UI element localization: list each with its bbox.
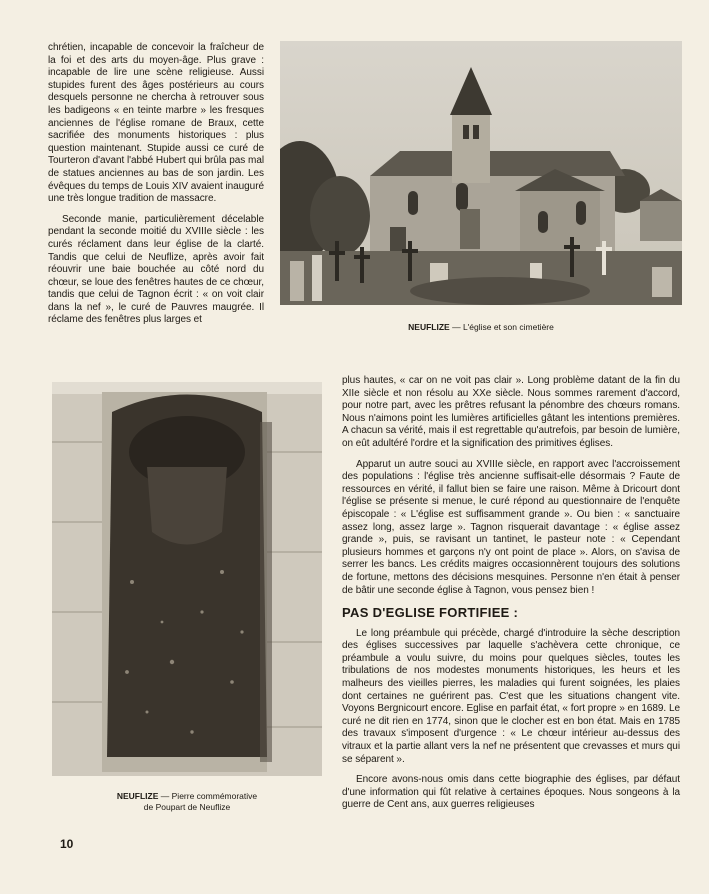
caption-place: NEUFLIZE (408, 322, 450, 332)
paragraph: Le long préambule qui précède, chargé d'introduire la sèche description des églises successives par laquelle s'achèvera cette chronique, ce préambule a voulu suivre, du moins pour quelques siècles, toutes les tribulations de nos modestes monuments historiques, les heurs et les malheurs des vieilles pierres, les maladies qui furent soignées, les plaies dont certaines ne guérirent pas. C'est que les situations changent vite. Voyons Bergnicourt encore. Eglise en parfait état, « fort propre » en 1689. Le curé ne dit rien en 1774, sinon que le clocher est en bon état. Mais en 1785 des travaux s'imposent d'urgence : « Le chœur intérieur au-dessus des vitraux et la partie allant vers la nef ne présentent que crevasses et murs qui se séparent ». (342, 627, 680, 765)
paragraph: Apparut un autre souci au XVIIIe siècle, en rapport avec l'accroissement des populations : l'église très ancienne suffisait-elle désormais ? Faute de ressources en vérité, il fallut bien se faire une raison. Même à Dricourt dont l'église se présente si menue, le curé répond au questionnaire de l'enquête épiscopale : « L'église est suffisamment grande ». Ou bien : « sanctuaire assez long, assez large ». Tagnon risquerait davantage : « église assez grande », puis, se ravisant un tantinet, le pasteur note : « Cependant plusieurs hommes et garçons n'y ont point de place ». Alors, on s'avisa de serrer les bancs. Les crédits maigres occasionnèrent toujours des solutions de fortune, mettons des décisions mesquines. Personne n'en était à penser de bâtir une seconde église à Tagnon, vous pensez bien ! (342, 458, 680, 596)
caption-text-line2: de Poupart de Neuflize (143, 802, 231, 812)
stone-photo-caption (52, 791, 322, 813)
text-column-top-left (48, 42, 264, 327)
church-illustration (280, 41, 682, 305)
caption-text: — L'église et son cimetière (452, 322, 554, 332)
paragraph: Encore avons-nous omis dans cette biographie des églises, par défaut d'une information qui fût relative à certaines époques. Nous songeons à la guerre de Cent ans, aux guerres religieuses (342, 774, 680, 811)
text-column-right (342, 375, 680, 812)
caption-place: NEUFLIZE (116, 791, 159, 801)
commemorative-stone-photo (52, 382, 322, 776)
caption-text: — Pierre commémorative (160, 791, 258, 801)
paragraph: Seconde manie, particulièrement décelable pendant la seconde moitié du XVIIIe siècle : les curés réclament dans leur église de la clarté. Tandis que celui de Neuflize, après avoir fait réouvrir une baie bouchée au côté nord du chœur, se loue des fenêtres hautes de ce chœur, tandis que celui de Tagnon écrit : « on voit clair dans la nef », le curé de Pauvres maugrée. Il réclame des fenêtres plus larges et (48, 213, 264, 326)
section-heading: PAS D'EGLISE FORTIFIEE : (342, 605, 519, 621)
paragraph: chrétien, incapable de concevoir la fraîcheur de la foi et des arts du moyen-âge. Plus grave : incapable de lire une scène religieuse. Aussi stupides furent des âges postérieurs au cours desquels personne ne chercha à retrouver sous les badigeons « en teinte marbre » les fresques anciennes de l'église romane de Braux, cette sacrifiée des monuments historiques : plus question maintenant. Stupide aussi ce curé de Tourteron d'avant l'abbé Hubert qui brûla pas mal de statues anciennes au bas de son jardin. Les évêques du temps de Louis XIV avaient inauguré une très longue tradition de massacre. (48, 42, 264, 205)
stone-illustration (52, 382, 322, 776)
paragraph: plus hautes, « car on ne voit pas clair ». Long problème datant de la fin du XIIe siècle et non résolu au XXe siècle. Nous sommes rarement d'accord, pour notre part, avec les prêtres refusant la pénombre des chœurs romans. Nous n'aimons point les lumières artificielles gâtant les intentions premières. A chacun sa vérité, mais il est regrettable qu'autrefois, par besoin de lumière, on eût adultéré l'ordre et la signification des primitives églises. (342, 375, 680, 449)
page-number: 10 (60, 837, 74, 851)
church-photo-caption (280, 322, 682, 333)
church-photo (280, 41, 682, 305)
